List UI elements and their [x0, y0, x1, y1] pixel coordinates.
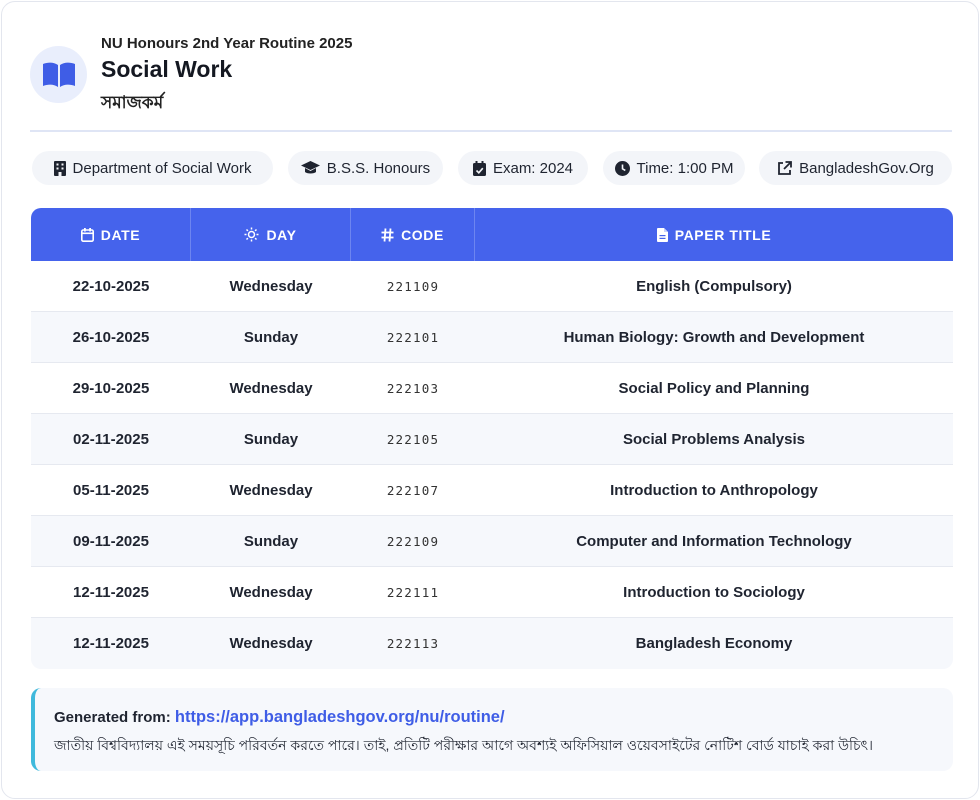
- pill-exam: [458, 151, 588, 185]
- cell-code: 222109: [386, 533, 440, 549]
- pill-label: Exam: 2024: [492, 159, 574, 177]
- cell-date: 02-11-2025: [73, 430, 149, 448]
- column-header-paper-title: PAPER TITLE: [475, 208, 953, 261]
- cell-date: 29-10-2025: [72, 379, 150, 397]
- cell-paper-title: Introduction to Sociology: [623, 583, 805, 601]
- calendar-check-icon: [473, 161, 486, 176]
- cell-paper-title: Human Biology: Growth and Development: [563, 328, 865, 346]
- cell-paper-title: Bangladesh Economy: [635, 635, 793, 652]
- source-note: [31, 688, 953, 771]
- table-row: [31, 363, 953, 414]
- cell-day: Wednesday: [229, 635, 313, 652]
- cell-code: 221109: [386, 278, 440, 294]
- pill-label: Department of Social Work: [72, 159, 252, 177]
- cell-date: 26-10-2025: [72, 328, 150, 346]
- cell-day: Sunday: [243, 532, 299, 550]
- calendar-icon: [81, 228, 94, 242]
- cell-day: Sunday: [243, 328, 299, 346]
- column-header-date: DATE: [31, 208, 191, 261]
- header: [30, 32, 952, 132]
- table-row: [31, 312, 953, 363]
- table-row: [31, 261, 953, 312]
- building-icon: [54, 161, 66, 176]
- cell-day: Sunday: [243, 430, 299, 448]
- pill-label: BangladeshGov.Org: [799, 159, 934, 177]
- table-row: [31, 414, 953, 465]
- pill-label: B.S.S. Honours: [326, 159, 431, 177]
- cell-date: 09-11-2025: [73, 532, 149, 550]
- disclaimer-text: জাতীয় বিশ্ববিদ্যালয় এই সময়সূচি পরিবর্তন করতে পারে। তাই, প্রতিটি পরীক্ষার আগে অবশ্যই অফিসিয়াল ওয়েবসাইটের নোটিশ বোর্ড যাচাই করা উচিৎ।: [54, 737, 874, 753]
- cell-day: Wednesday: [229, 583, 313, 601]
- pill-website[interactable]: [759, 151, 952, 185]
- source-line: [54, 708, 505, 727]
- file-icon: [657, 228, 668, 242]
- info-pills: [32, 151, 952, 185]
- graduation-cap-icon: [301, 161, 320, 175]
- column-header-day: DAY: [191, 208, 351, 261]
- page-subtitle: সমাজকর্ম: [101, 93, 164, 112]
- source-prefix: Generated from:: [54, 709, 171, 726]
- book-open-icon: [30, 46, 87, 103]
- cell-day: Wednesday: [229, 481, 313, 499]
- cell-paper-title: Introduction to Anthropology: [610, 481, 818, 499]
- hash-icon: [381, 228, 394, 242]
- cell-date: 12-11-2025: [73, 635, 149, 652]
- pill-time: [603, 151, 745, 185]
- cell-paper-title: Computer and Information Technology: [576, 532, 852, 550]
- table-row: [31, 465, 953, 516]
- source-link[interactable]: https://app.bangladeshgov.org/nu/routine/: [174, 708, 505, 726]
- cell-day: Wednesday: [229, 379, 313, 397]
- routine-card: [1, 1, 979, 799]
- table-row: [31, 567, 953, 618]
- cell-code: 222103: [386, 380, 440, 396]
- cell-date: 05-11-2025: [73, 481, 149, 499]
- pill-label: Time: 1:00 PM: [636, 159, 734, 177]
- table-header: [31, 208, 953, 261]
- cell-date: 12-11-2025: [73, 583, 149, 601]
- cell-date: 22-10-2025: [72, 277, 150, 295]
- cell-paper-title: Social Problems Analysis: [622, 430, 806, 448]
- cell-paper-title: Social Policy and Planning: [618, 379, 810, 397]
- routine-table: [31, 208, 953, 669]
- page-kicker: NU Honours 2nd Year Routine 2025: [101, 35, 353, 52]
- pill-program: [288, 151, 443, 185]
- cell-code: 222101: [386, 329, 440, 345]
- table-row: [31, 516, 953, 567]
- cell-code: 222105: [386, 431, 440, 447]
- pill-department: [32, 151, 273, 185]
- cell-day: Wednesday: [229, 277, 313, 295]
- cell-code: 222111: [386, 584, 440, 600]
- clock-icon: [615, 161, 630, 176]
- page-title: Social Work: [101, 56, 233, 82]
- header-divider: [30, 130, 952, 132]
- sun-icon: [244, 227, 259, 242]
- cell-code: 222113: [386, 636, 440, 651]
- table-row: [31, 618, 953, 669]
- external-link-icon: [777, 161, 792, 176]
- cell-code: 222107: [386, 482, 440, 498]
- column-header-code: CODE: [351, 208, 475, 261]
- cell-paper-title: English (Compulsory): [636, 277, 792, 295]
